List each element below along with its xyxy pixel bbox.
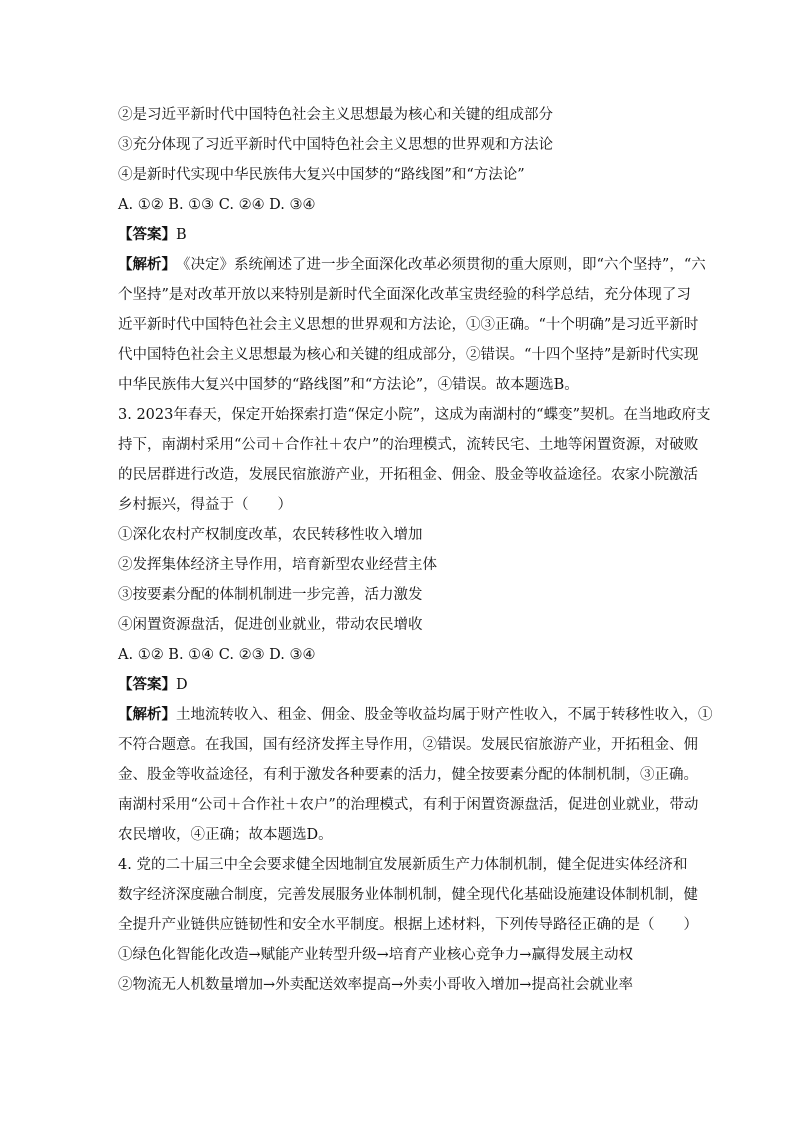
analysis-line: 金、股金等收益途径，有利于激发各种要素的活力，健全按要素分配的体制机制，③正确。 [118, 767, 698, 783]
analysis-line: 农民增收，④正确；故本题选D。 [118, 827, 333, 843]
stem-line: 的民居群进行改造，发展民宿旅游产业，开拓租金、佣金、股金等收益途径。农家小院激活 [118, 467, 698, 483]
stem-line: 4. 党的二十届三中全会要求健全因地制宜发展新质生产力体制机制，健全促进实体经济和 [118, 857, 688, 873]
analysis-paragraph [118, 700, 713, 850]
answer-choices: A. ①② B. ①③ C. ②④ D. ③④ [118, 197, 316, 213]
analysis-line: 南湖村采用“公司＋合作社＋农户”的治理模式，有利于闲置资源盘活，促进创业就业，带动 [118, 797, 699, 813]
stem-line: 乡村振兴，得益于（ ） [118, 497, 292, 513]
answer-tag: 【答案】 [118, 226, 176, 243]
analysis-paragraph [118, 250, 706, 400]
option-1: ①绿色化智能化改造→赋能产业转型升级→培育产业核心竞争力→赢得发展主动权 [118, 947, 633, 963]
analysis-line: 中华民族伟大复兴中国梦的“路线图”和“方法论”，④错误。故本题选B。 [118, 377, 579, 393]
analysis-tag: 【解析】 [118, 706, 176, 723]
analysis-line: 【解析】 《决定》系统阐述了进一步全面深化改革必须贯彻的重大原则，即“六个坚持”，“六 [118, 256, 706, 273]
stem-line: 3. 2023年春天，保定开始探索打造“保定小院”，这成为南湖村的“蝶变”契机。在当地政府支 [118, 407, 711, 423]
answer-choices: A. ①② B. ①④ C. ②③ D. ③④ [118, 647, 316, 663]
answer-tag: 【答案】 [118, 676, 176, 693]
analysis-line: 不符合题意。在我国，国有经济发挥主导作用，②错误。发展民宿旅游产业，开拓租金、佣 [118, 737, 698, 753]
analysis-tag: 【解析】 [118, 256, 176, 273]
option-1: ①深化农村产权制度改革，农民转移性收入增加 [118, 527, 423, 543]
analysis-line: 【解析】 土地流转收入、租金、佣金、股金等收益均属于财产性收入，不属于转移性收入，① [118, 706, 713, 723]
answer-line [118, 670, 678, 700]
analysis-line: 近平新时代中国特色社会主义思想的世界观和方法论，①③正确。“十个明确”是习近平新时 [118, 317, 699, 333]
analysis-line: 个坚持”是对改革开放以来特别是新时代全面深化改革宝贵经验的科学总结，充分体现了习 [118, 287, 691, 303]
option-3: ③按要素分配的体制机制进一步完善，活力激发 [118, 587, 423, 603]
document-page [118, 100, 713, 1000]
question-4-stem [118, 850, 698, 940]
option-4: ④闲置资源盘活，促进创业就业，带动农民增收 [118, 617, 423, 633]
stem-line: 全提升产业链供应链韧性和安全水平制度。根据上述材料，下列传导路径正确的是（ ） [118, 917, 698, 933]
answer-value: D [176, 677, 188, 693]
option-2: ②是习近平新时代中国特色社会主义思想最为核心和关键的组成部分 [118, 107, 553, 123]
analysis-line: 代中国特色社会主义思想最为核心和关键的组成部分，②错误。“十四个坚持”是新时代实现 [118, 347, 699, 363]
question-3-stem [118, 400, 711, 520]
option-3: ③充分体现了习近平新时代中国特色社会主义思想的世界观和方法论 [118, 137, 553, 153]
option-2: ②物流无人机数量增加→外卖配送效率提高→外卖小哥收入增加→提高社会就业率 [118, 977, 633, 993]
option-4: ④是新时代实现中华民族伟大复兴中国梦的“路线图”和“方法论” [118, 167, 525, 183]
stem-line: 数字经济深度融合制度，完善发展服务业体制机制，健全现代化基础设施建设体制机制，健 [118, 887, 698, 903]
answer-line [118, 220, 678, 250]
option-2: ②发挥集体经济主导作用，培育新型农业经营主体 [118, 557, 437, 573]
stem-line: 持下，南湖村采用“公司＋合作社＋农户”的治理模式，流转民宅、土地等闲置资源，对破败 [118, 437, 699, 453]
answer-value: B [176, 227, 187, 243]
